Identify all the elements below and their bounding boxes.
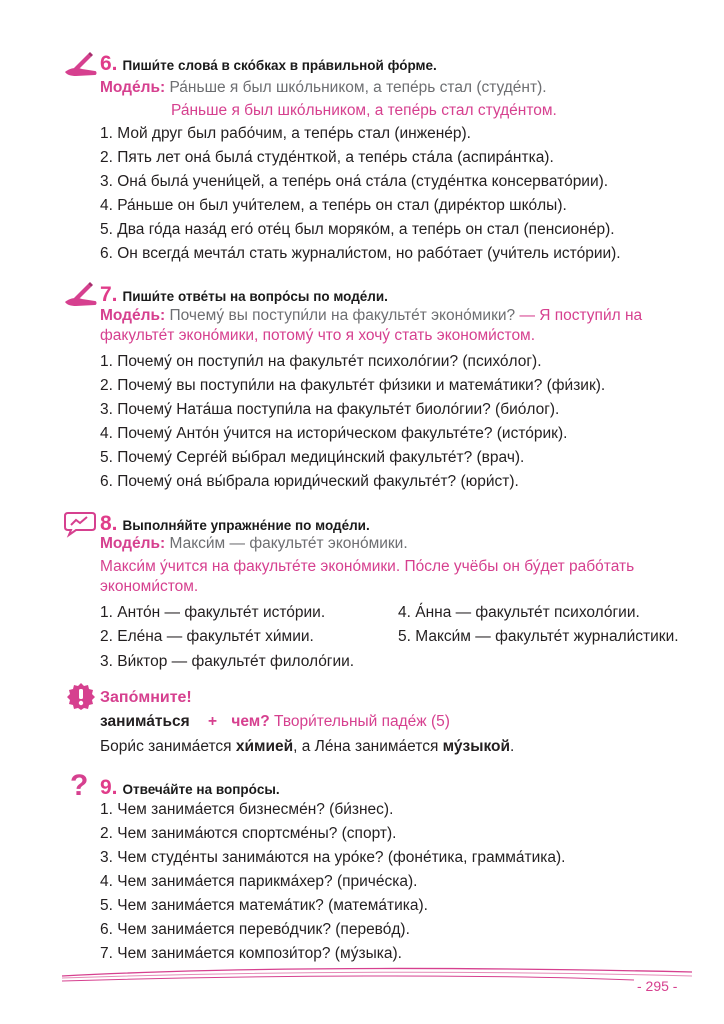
list-item: 1. Почему́ он поступи́л на факульте́т психоло́гии? (психо́лог). (100, 353, 542, 370)
list-item: 3. Чем студе́нты занима́ются на уро́ке? (фоне́тика, грамма́тика). (100, 849, 566, 866)
rule-question: чем? (231, 713, 270, 730)
list-item: 4. Ра́ньше он был учи́телем, а тепе́рь он стал (дире́ктор шко́лы). (100, 197, 567, 214)
list-item: 4. Чем занима́ется парикма́хер? (приче́ска). (100, 873, 418, 890)
list-item: 3. Ви́ктор — факульте́т филоло́гии. (100, 653, 355, 670)
list-item: 1. Мой друг был рабо́чим, а тепе́рь стал (инжене́р). (100, 125, 471, 142)
list-item: 5. Чем занима́ется матема́тик? (матема́тика). (100, 897, 428, 914)
list-item: 6. Он всегда́ мечта́л стать журнали́стом, но рабо́тает (учи́тель исто́рии). (100, 245, 621, 262)
model-label: Моде́ль: (100, 535, 166, 552)
model-text: Макси́м — факульте́т эконо́мики. (169, 535, 408, 552)
remember-title: Запо́мните! (100, 689, 192, 706)
model-answer: Макси́м у́чится на факульте́те эконо́мики. По́сле учёбы он бу́дет рабо́тать экономи́стом. (100, 558, 635, 595)
list-item: 1. Анто́н — факульте́т исто́рии. (100, 604, 326, 621)
writing-hand-icon (62, 280, 98, 308)
list-item: 6. Чем занима́ется перево́дчик? (перево́д). (100, 921, 410, 938)
rule-example (100, 737, 514, 757)
list-item: 2. Пять лет она́ была́ студе́нткой, а тепе́рь ста́ла (аспира́нтка). (100, 149, 554, 166)
model-label: Моде́ль: (100, 79, 166, 96)
exclamation-icon (66, 682, 96, 710)
list-item: 5. Два го́да наза́д его́ оте́ц был моряко́м, а тепе́рь он стал (пенсионе́р). (100, 221, 615, 238)
list-item: 5. Почему́ Серге́й вы́брал медици́нский факульте́т? (врач). (100, 449, 525, 466)
exercise-number: 9. (100, 776, 118, 799)
list-item: 1. Чем занима́ется бизнесме́н? (би́знес). (100, 801, 394, 818)
footer-decoration (62, 962, 692, 990)
list-item: 2. Еле́на — факульте́т хи́мии. (100, 628, 314, 645)
model-line (100, 306, 690, 346)
question-mark-icon: ? (70, 769, 89, 802)
rule-verb: занима́ться (100, 713, 190, 730)
list-item: 3. Почему́ Ната́ша поступи́ла на факульте́т биоло́гии? (био́лог). (100, 401, 560, 418)
exercise-number: 7. (100, 283, 118, 306)
exercise-title: Отвеча́йте на вопро́сы. (122, 782, 280, 797)
writing-hand-icon (62, 50, 98, 78)
page-number: - 295 - (637, 978, 678, 994)
list-item: 7. Чем занима́ется компози́тор? (му́зыка). (100, 945, 402, 962)
list-item: 5. Макси́м — факульте́т журнали́стики. (398, 628, 679, 645)
exercise-number: 6. (100, 52, 118, 75)
model-line (100, 78, 547, 98)
grammar-rule (100, 712, 450, 732)
list-item: 4. Почему́ Анто́н у́чится на истори́ческом факульте́те? (исто́рик). (100, 425, 568, 442)
exercise-title: Выполня́йте упражне́ние по моде́ли. (122, 518, 370, 533)
example-text: . (510, 738, 515, 755)
example-text: Бори́с занима́ется (100, 738, 236, 755)
list-item: 4. А́нна — факульте́т психоло́гии. (398, 604, 640, 621)
model-text: Ра́ньше я был шко́льником, а тепе́рь стал (студе́нт). (169, 79, 547, 96)
model-label: Моде́ль: (100, 307, 166, 324)
list-item: 6. Почему́ она́ вы́брала юриди́ческий факульте́т? (юри́ст). (100, 473, 519, 490)
list-item: 3. Она́ была́ учени́цей, а тепе́рь она́ ста́ла (студе́нтка консервато́рии). (100, 173, 609, 190)
example-text: , а Ле́на занима́ется (293, 738, 443, 755)
model-text: Почему́ вы поступи́ли на факульте́т эконо́мики? (169, 307, 516, 324)
model-answer: Ра́ньше я был шко́льником, а тепе́рь стал студе́нтом. (171, 102, 557, 119)
exercise-title: Пиши́те слова́ в ско́бках в пра́вильной фо́рме. (122, 58, 437, 73)
exercise-title: Пиши́те отве́ты на вопро́сы по моде́ли. (122, 289, 388, 304)
chat-bubble-icon (62, 510, 98, 538)
list-item: 2. Почему́ вы поступи́ли на факульте́т фи́зики и матема́тики? (фи́зик). (100, 377, 606, 394)
model-answer: — Я поступи́л на факульте́т эконо́мики, потому́ что я хочу́ стать экономи́стом. (100, 307, 643, 344)
rule-case: Твори́тельный паде́ж (5) (274, 713, 450, 730)
model-line (100, 534, 408, 554)
example-bold: му́зыкой (442, 738, 511, 755)
rule-plus: + (208, 713, 218, 730)
list-item: 2. Чем занима́ются спортсме́ны? (спорт). (100, 825, 397, 842)
exercise-number: 8. (100, 512, 118, 535)
example-bold: хи́мией (235, 738, 294, 755)
